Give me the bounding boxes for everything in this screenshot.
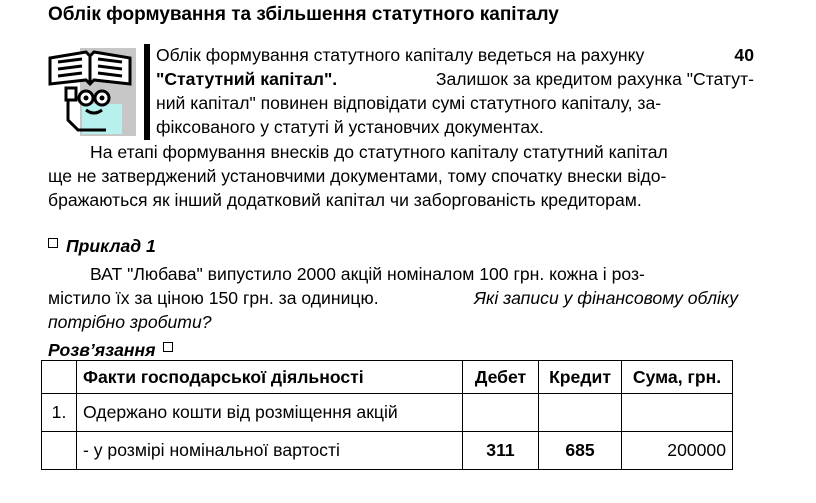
table-header-cell: Кредит <box>539 361 622 394</box>
table-cell: 1. <box>42 394 77 432</box>
table-header-row <box>42 361 733 394</box>
body-line: бражаються як інший додатковий капітал чи заборгованість кредиторам. <box>48 190 642 210</box>
example-line: містило їх за ціною 150 грн. за одиницю. <box>48 288 379 308</box>
example-paragraph <box>48 262 738 334</box>
intro-paragraph <box>156 43 754 139</box>
table-row <box>42 432 733 470</box>
intro-line: ний капітал" повинен відповідати сумі статутного капіталу, за- <box>156 93 662 113</box>
page-title: Облік формування та збільшення статутного капіталу <box>48 4 559 25</box>
table-cell: 685 <box>539 432 622 470</box>
accent-bar <box>144 44 150 140</box>
table-header-cell <box>42 361 77 394</box>
table-cell <box>463 394 539 432</box>
body-line: На етапі формування внесків до статутного капіталу статутний капітал <box>90 142 668 162</box>
table-cell <box>539 394 622 432</box>
table-cell: 311 <box>463 432 539 470</box>
book-reader-icon <box>46 44 138 138</box>
body-line: ще не затверджений установчими документами, тому спочатку внески відо- <box>48 166 667 186</box>
table-header-cell: Сума, грн. <box>622 361 733 394</box>
table-header-cell: Дебет <box>463 361 539 394</box>
intro-line: Залишок за кредитом рахунка "Статут- <box>435 69 754 89</box>
table-header-cell: Факти господарської діяльності <box>77 361 463 394</box>
square-bullet-icon <box>163 342 173 352</box>
example-line: ВАТ "Любава" випустило 2000 акцій номіналом 100 грн. кожна і роз- <box>90 264 645 284</box>
example-question: потрібно зробити? <box>48 312 212 332</box>
solution-title-text: Розв’язання <box>48 340 156 360</box>
square-bullet-icon <box>48 238 58 248</box>
account-name: "Статутний капітал". <box>156 69 338 89</box>
table-cell <box>622 394 733 432</box>
example-question: Які записи у фінансовому обліку <box>474 288 738 308</box>
table-cell: Одержано кошти від розміщення акцій <box>77 394 463 432</box>
intro-line: Облік формування статутного капіталу ведеться на рахунку <box>156 45 645 65</box>
journal-table <box>41 360 733 470</box>
intro-line: фіксованого у статуті й установчих документах. <box>156 117 544 137</box>
example-title <box>48 236 156 257</box>
solution-title <box>48 340 173 361</box>
body-paragraph <box>48 140 754 212</box>
table-row <box>42 394 733 432</box>
account-number: 40 <box>734 45 754 65</box>
table-cell: - у розмірі номінальної вартості <box>77 432 463 470</box>
table-cell: 200000 <box>622 432 733 470</box>
table-cell <box>42 432 77 470</box>
example-title-text: Приклад 1 <box>66 236 156 256</box>
